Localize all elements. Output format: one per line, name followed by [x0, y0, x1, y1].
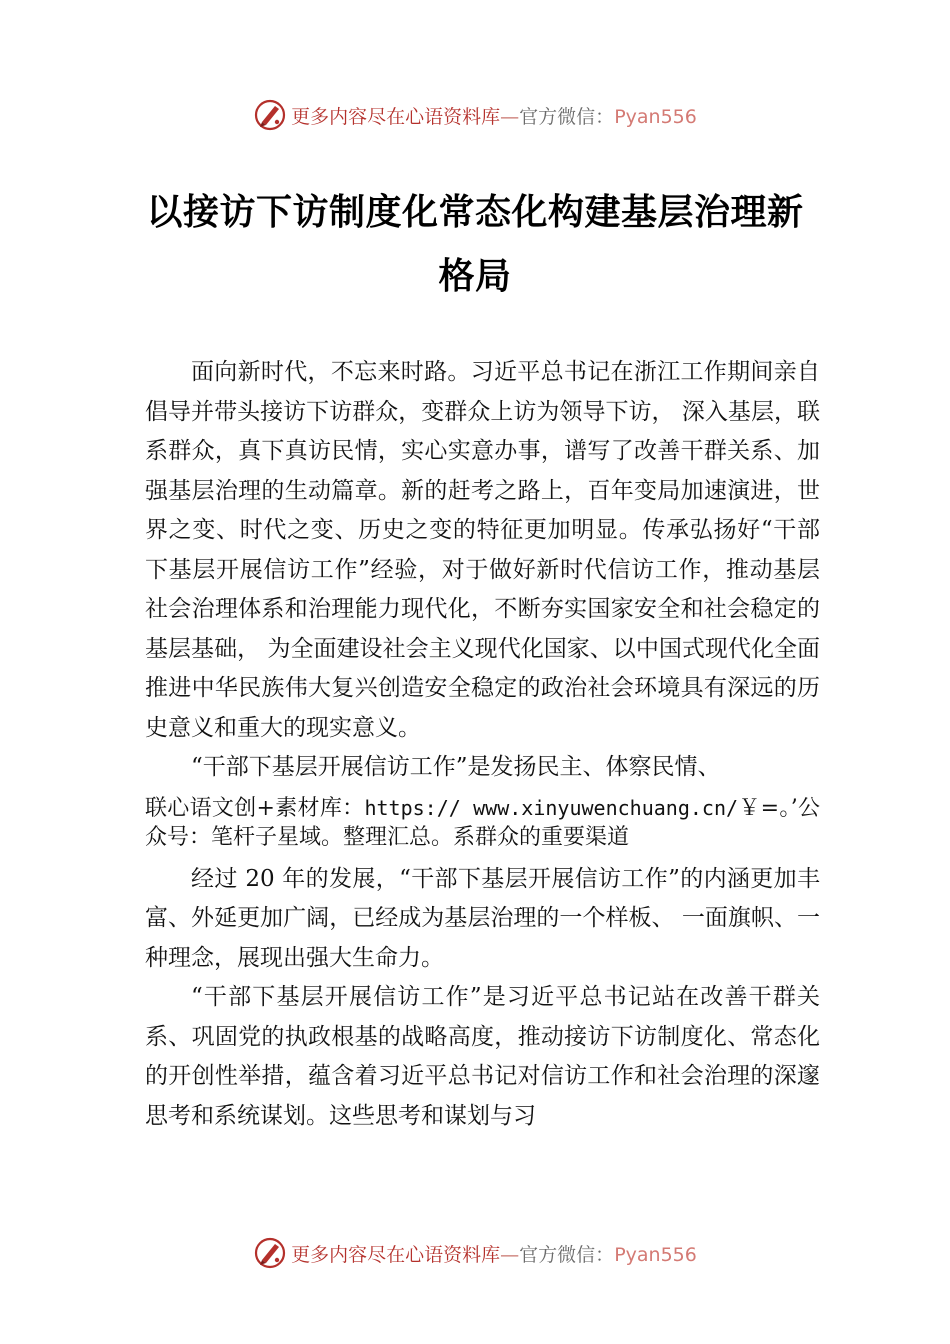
source-prefix: 联心语文创+素材库：: [145, 795, 365, 821]
paragraph: “干部下基层开展信访工作”是发扬民主、体察民情、: [191, 754, 721, 780]
watermark-text: 更多内容尽在心语资料库—官方微信：Pyan556: [291, 1243, 697, 1266]
header-watermark: [0, 95, 950, 135]
pen-logo-icon: [253, 98, 287, 132]
watermark-text: 更多内容尽在心语资料库—官方微信：Pyan556: [291, 105, 697, 128]
document-title: 以接访下访制度化常态化构建基层治理新格局: [146, 191, 804, 297]
paragraph: “干部下基层开展信访工作”是习近平总书记站在改善干群关系、巩固党的执政根基的战略高度，推动接访下访制度化、常态化的开创性举措，蕴含着习近平总书记对信访工作和社会治理的深邃思考和系统谋划。这些思考和谋划与习: [145, 984, 820, 1129]
source-url: https:// www.xinyuwenchuang.cn/: [364, 795, 739, 820]
pen-logo-icon: [253, 1236, 287, 1270]
source-line: [145, 794, 820, 852]
footer-watermark: [0, 1233, 950, 1273]
document-body: [145, 353, 820, 1136]
source-suffix: ￥=。’公众号：笔杆子星域。整理汇总。系群众的重要渠道: [145, 795, 820, 850]
paragraph: 经过 20 年的发展，“干部下基层开展信访工作”的内涵更加丰富、外延更加广阔，已经成为基层治理的一个样板、 一面旗帜、一种理念，展现出强大生命力。: [145, 865, 820, 971]
paragraph: 面向新时代，不忘来时路。习近平总书记在浙江工作期间亲自倡导并带头接访下访群众，变群众上访为领导下访， 深入基层，联系群众，真下真访民情，实心实意办事，谱写了改善干群关系、加强基层治理的生动篇章。新的赶考之路上，百年变局加速演进，世界之变、时代之变、历史之变的特征更加明显。传承弘扬好“干部下基层开展信访工作”经验，对于做好新时代信访工作，推动基层社会治理体系和治理能力现代化，不断夯实国家安全和社会稳定的基层基础， 为全面建设社会主义现代化国家、以中国式现代化全面推进中华民族伟大复兴创造安全稳定的政治社会环境具有深远的历史意义和重大的现实意义。: [145, 359, 820, 741]
